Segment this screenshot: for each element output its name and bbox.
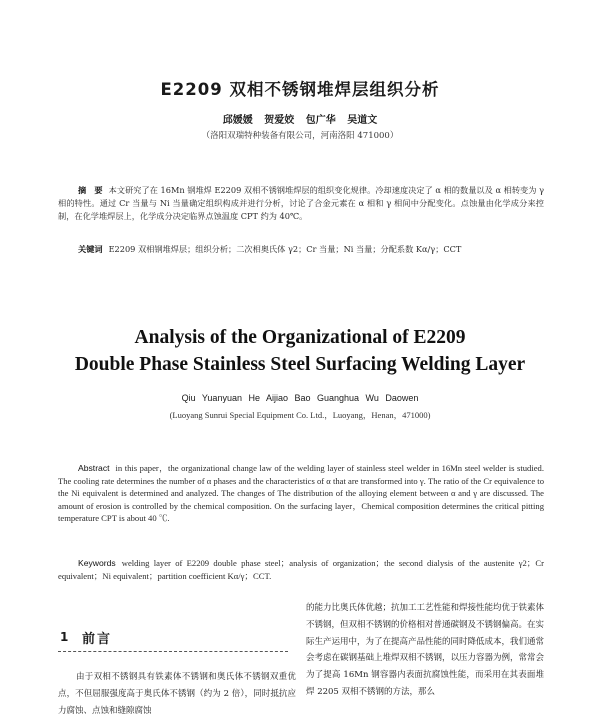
- section-divider: [58, 651, 288, 652]
- chinese-keywords: [58, 243, 544, 256]
- english-title-line-1: Analysis of the Organizational of E2209: [134, 327, 466, 348]
- chinese-authors: 邱媛媛 贺爱姣 包广华 吴道文: [222, 115, 378, 126]
- body-right-column: 的能力比奥氏体优越；抗加工工艺性能和焊接性能均优于铁素体不锈钢，但双相不锈钢的价格相对普通碳钢及不锈钢偏高。在实际生产运用中，为了在提高产品性能的同时降低成本，我们通常会考虑在碳钢基础上堆焊双相不锈钢，以压力容器为例，常常会为了提高 16Mn 钢容器内表面抗腐蚀性能，而采用在其表面堆焊 2205 双相不锈钢的方法，那么: [306, 603, 545, 697]
- english-abstract-label: Abstract: [78, 463, 110, 473]
- chinese-title: E2209 双相不锈钢堆焊层组织分析: [160, 80, 440, 99]
- english-authors: Qiu Yuanyuan He Aijiao Bao Guanghua Wu Daowen: [181, 393, 419, 403]
- chinese-abstract-label: 摘 要: [78, 185, 103, 195]
- section-title: 前言: [82, 632, 113, 647]
- english-title-line-2: Double Phase Stainless Steel Surfacing Welding Layer: [74, 354, 526, 375]
- english-affiliation: (Luoyang Sunrui Special Equipment Co. Ltd.，Luoyang，Henan，471000): [169, 410, 431, 420]
- english-keywords-text: welding layer of E2209 double phase steel；analysis of organization；the second dialysis of the austenite γ2；Cr equivalent；Ni equivalent；partition coefficient Kα/γ；CCT.: [58, 558, 544, 581]
- english-abstract-text: in this paper，the organizational change law of the welding layer of stainless steel welder in 16Mn steel welder is studied. The cooling rate determines the number of α phases and the characteristics of α that are transformed into γ. The ratio of the Cr equivalence to the Ni equivalent is determined and analyzed. The changes of The distribution of the alloying element between α and γ are discussed. The amount of erosion is controlled by the chemical composition. On the surfacing layer，Chemical composition determines the critical pitting temperature CPT is about 40 ℃.: [58, 463, 544, 524]
- chinese-abstract: [58, 184, 544, 223]
- body-left-column: 由于双相不锈钢具有铁素体不锈钢和奥氏体不锈钢双重优点，不但屈服强度高于奥氏体不锈钢（约为 2 倍），同时抵抗应力腐蚀、点蚀和缝隙腐蚀: [58, 672, 296, 716]
- english-keywords-label: Keywords: [78, 558, 116, 568]
- chinese-abstract-text: 本文研究了在 16Mn 钢堆焊 E2209 双相不锈钢堆焊层的组织变化规律。冷却速度决定了 α 相的数量以及 α 相转变为 γ 相的特性。通过 Cr 当量与 Ni 当量确定组织构成并进行分析，讨论了合金元素在 α 相和 γ 相间中分配变化。点蚀量由化学成分来控制，在化学堆焊层上，化学成分决定临界点蚀温度 CPT 约为 40℃。: [58, 185, 544, 221]
- english-abstract: [58, 462, 544, 525]
- english-keywords: [58, 557, 544, 582]
- chinese-keywords-label: 关键词: [78, 244, 103, 254]
- section-number: 1: [60, 630, 69, 644]
- chinese-affiliation: （洛阳双瑞特种装备有限公司，河南洛阳 471000）: [201, 131, 399, 141]
- chinese-keywords-text: E2209 双相钢堆焊层；组织分析；二次相奥氏体 γ2；Cr 当量；Ni 当量；分配系数 Kα/γ；CCT: [108, 244, 462, 254]
